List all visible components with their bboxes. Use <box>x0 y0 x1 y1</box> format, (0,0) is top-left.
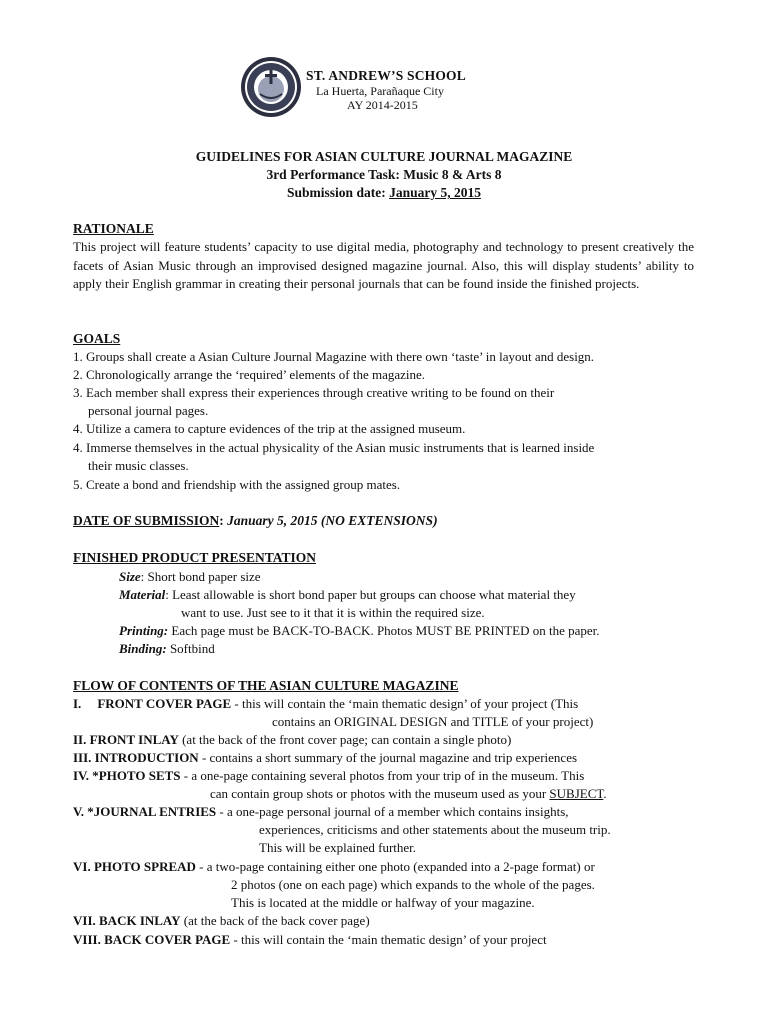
goal-item: 4. Utilize a camera to capture evidences of the trip at the assigned museum. <box>73 421 466 436</box>
academic-year: AY 2014-2015 <box>347 98 418 112</box>
goal-item: 3. Each member shall express their experiences through creative writing to be found on their <box>73 385 555 400</box>
date-of-submission-value: January 5, 2015 (NO EXTENSIONS) <box>227 513 438 528</box>
date-of-submission-label: DATE OF SUBMISSION <box>73 513 220 528</box>
goal-item: 4. Immerse themselves in the actual physicality of the Asian music instruments that is learned inside <box>73 440 595 455</box>
goal-item-continued: their music classes. <box>88 458 189 473</box>
printing-spec: Printing: Each page must be BACK-TO-BACK. Photos MUST BE PRINTED on the paper. <box>119 623 600 638</box>
school-location: La Huerta, Parañaque City <box>316 84 444 98</box>
school-seal-icon <box>240 56 302 118</box>
flow-item-photo-sets-continued: can contain group shots or photos with the museum used as your SUBJECT. <box>210 786 607 801</box>
binding-spec: Binding: Softbind <box>119 641 215 656</box>
goal-item: 2. Chronologically arrange the ‘required’ elements of the magazine. <box>73 367 426 382</box>
presentation-heading: FINISHED PRODUCT PRESENTATION <box>73 550 317 565</box>
goal-item: 1. Groups shall create a Asian Culture Journal Magazine with there own ‘taste’ in layout and design. <box>73 349 595 364</box>
flow-item-photo-sets: IV. *PHOTO SETS - a one-page containing several photos from your trip of in the museum. This <box>73 768 585 783</box>
submission-date-label: Submission date: <box>287 185 390 200</box>
submission-date-value: January 5, 2015 <box>389 185 481 200</box>
goals-heading: GOALS <box>73 331 121 346</box>
performance-task: 3rd Performance Task: Music 8 & Arts 8 <box>266 167 502 182</box>
flow-item-journal-entries-continued: experiences, criticisms and other statements about the museum trip. <box>259 822 611 837</box>
flow-item-front-cover: I. FRONT COVER PAGE - this will contain the ‘main thematic design’ of your project (This <box>73 696 579 711</box>
material-spec-continued: want to use. Just see to it that it is within the required size. <box>181 605 485 620</box>
flow-item-introduction: III. INTRODUCTION - contains a short summary of the journal magazine and trip experiences <box>73 750 578 765</box>
goal-item: 5. Create a bond and friendship with the assigned group mates. <box>73 477 401 492</box>
flow-item-photo-spread-continued: 2 photos (one on each page) which expands to the whole of the pages. <box>231 877 595 892</box>
rationale-text: This project will feature students’ capacity to use digital media, photography and technology to present creatively the facets of Asian Music through an improvised designed magazine journal. Also, this will display students’ ability to apply their English grammar in creating their personal journals that can be found inside the finished projects. <box>73 239 694 291</box>
size-spec: Size: Short bond paper size <box>119 569 261 584</box>
flow-item-front-cover-continued: contains an ORIGINAL DESIGN and TITLE of your project) <box>272 714 594 729</box>
flow-item-front-inlay: II. FRONT INLAY (at the back of the front cover page; can contain a single photo) <box>73 732 512 747</box>
document-title: GUIDELINES FOR ASIAN CULTURE JOURNAL MAGAZINE <box>195 149 573 164</box>
rationale-heading: RATIONALE <box>73 221 154 236</box>
flow-item-back-cover: VIII. BACK COVER PAGE - this will contain the ‘main thematic design’ of your project <box>73 932 547 947</box>
flow-item-photo-spread: VI. PHOTO SPREAD - a two-page containing either one photo (expanded into a 2-page format) or <box>73 859 595 874</box>
date-of-submission: DATE OF SUBMISSION: January 5, 2015 (NO EXTENSIONS) <box>73 513 438 528</box>
flow-heading: FLOW OF CONTENTS OF THE ASIAN CULTURE MAGAZINE <box>73 678 459 693</box>
flow-item-photo-spread-continued: This is located at the middle or halfway of your magazine. <box>231 895 535 910</box>
flow-item-journal-entries-continued: This will be explained further. <box>259 840 417 855</box>
flow-item-back-inlay: VII. BACK INLAY (at the back of the back cover page) <box>73 913 370 928</box>
submission-date-line <box>0 184 768 202</box>
material-spec: Material: Least allowable is short bond paper but groups can choose what material they <box>119 587 576 602</box>
goal-item-continued: personal journal pages. <box>88 403 209 418</box>
flow-item-journal-entries: V. *JOURNAL ENTRIES - a one-page personal journal of a member which contains insights, <box>73 804 569 819</box>
school-name: ST. ANDREW’S SCHOOL <box>306 68 466 83</box>
